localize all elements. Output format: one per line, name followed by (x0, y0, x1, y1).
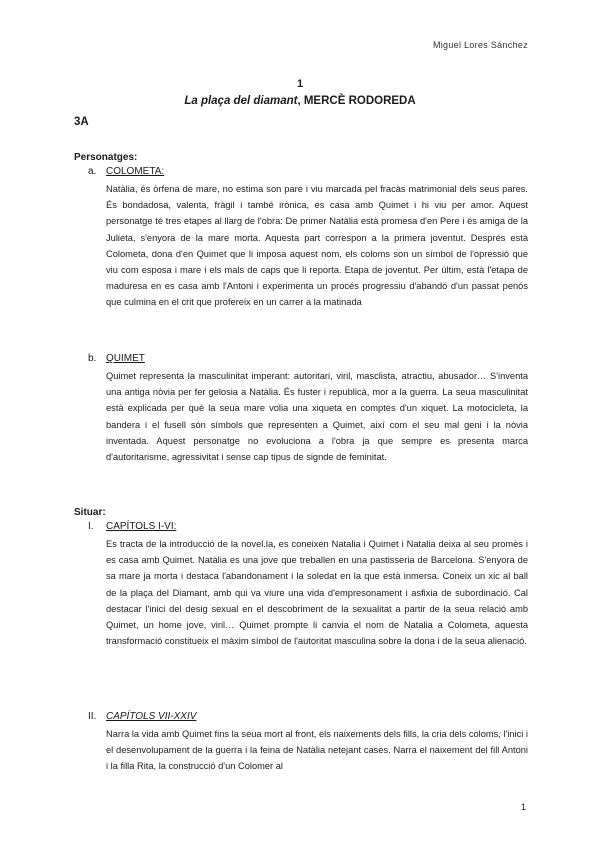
title-separator: , (297, 95, 304, 107)
item-paragraph: Quimet representa la masculinitat imperant: autoritari, viril, masclista, atractiu, abusador… S'inventa una antiga nòvia per fer gelosia a Natàlia. És fuster i republicà, mor a la guerra. La seua masculinitat està explicada per què la seua mare volia una xiqueta en comptes d'un xiquet. La motocicleta, la bandera i el fusell són símbols que representen a Quimet, així com el seu mal geni i la nòvia inventada. Aquest personatge no evoluciona a l'obra ja que sempre es presenta marca d'autoritarisme, agressivitat i sense cap tipus de signde de feminitat. (106, 371, 528, 463)
item-title: QUIMET (106, 353, 145, 364)
work-author: MERCÈ RODOREDA (303, 95, 416, 107)
item-heading (88, 352, 528, 366)
item-heading (88, 520, 528, 534)
list-marker: b. (88, 353, 97, 364)
section-heading-personatges: Personatges: (74, 152, 138, 163)
list-marker: II. (88, 711, 97, 722)
page-number: 1 (520, 802, 526, 812)
item-paragraph: Natàlia, és òrfena de mare, no estima son pare i viu marcada pel fracàs matrimonial dels seus pares. És bondadosa, valenta, fràgil i també irònica, es casa amb Quimet i hi viu per amor. Aquest personatge té tres etapes al llarg de l'obra: De primer Natàlia està promesa d'en Pere i és amiga de la Julieta, s'enyora de la mare morta. Aquesta part correspon a la primera joventut. Després està Colometa, dona d'en Quimet que li imposa aquest nom, els coloms son un símbol de l'opressió que viu com esposa i mare i els mals de caps que li reporta. Etapa de joventut. Per últim, està l'etapa de maduresa en es casa amb l'Antoni i experimenta un procés progressiu d'abandó d'un passat penós que culmina en el crit que profereix en un carrer a la matinada (106, 184, 528, 308)
item-title: COLOMETA: (106, 166, 165, 177)
header-author: Miguel Lores Sánchez (432, 40, 528, 50)
list-marker: a. (88, 166, 97, 177)
item-heading (88, 710, 528, 724)
list-marker: I. (88, 521, 94, 532)
section-heading-situar: Situar: (74, 507, 106, 518)
item-paragraph: Narra la vida amb Quimet fins la seua mort al front, els naixements dels fills, la cria dels coloms, l'inici i el desenvolupament de la guerra i la feina de Natàlia netejant cases. Narra el naixement del fill Antoni i la filla Rita, la construcció d'un Colomer al (106, 729, 528, 772)
chapter-number: 1 (296, 78, 304, 90)
item-title: CAPÍTOLS I-VI: (106, 521, 177, 532)
title-block (74, 76, 526, 110)
item-title: CAPÍTOLS VII-XXIV (106, 711, 197, 722)
character-quimet (88, 352, 528, 465)
character-colometa (88, 165, 528, 311)
group-label: 3A (74, 116, 89, 128)
work-title: La plaça del diamant (184, 95, 298, 107)
item-heading (88, 165, 528, 179)
chapters-vii-xxiv (88, 710, 528, 775)
document-title (74, 92, 526, 110)
chapters-i-vi (88, 520, 528, 649)
item-paragraph: Es tracta de la introducció de la novel.la, es coneixen Natalia i Quimet i Natalia deixa al seu promès i es casa amb Quimet. Natàlia es una jove que treballen en una pastisseria de Barcelona. S'enyora de sa mare ja morta i destaca l'abandonament i la soledat en la que està inmersa. Coneix un xic al ball de la plaça del Diamant, amb qui va viure una vida d'empresonament i asfixia de subordinació. Cal destacar l'inici del desig sexual en el descobriment de la sexualitat a partir de la seua relació amb Quimet, un home jove, viril… Quimet prompte li canvia el nom de Natalia a Colometa, aquesta transformació constitueix el màxim símbol de l'autoritat masculina sobre la dona i de la seua alienació. (106, 539, 528, 647)
